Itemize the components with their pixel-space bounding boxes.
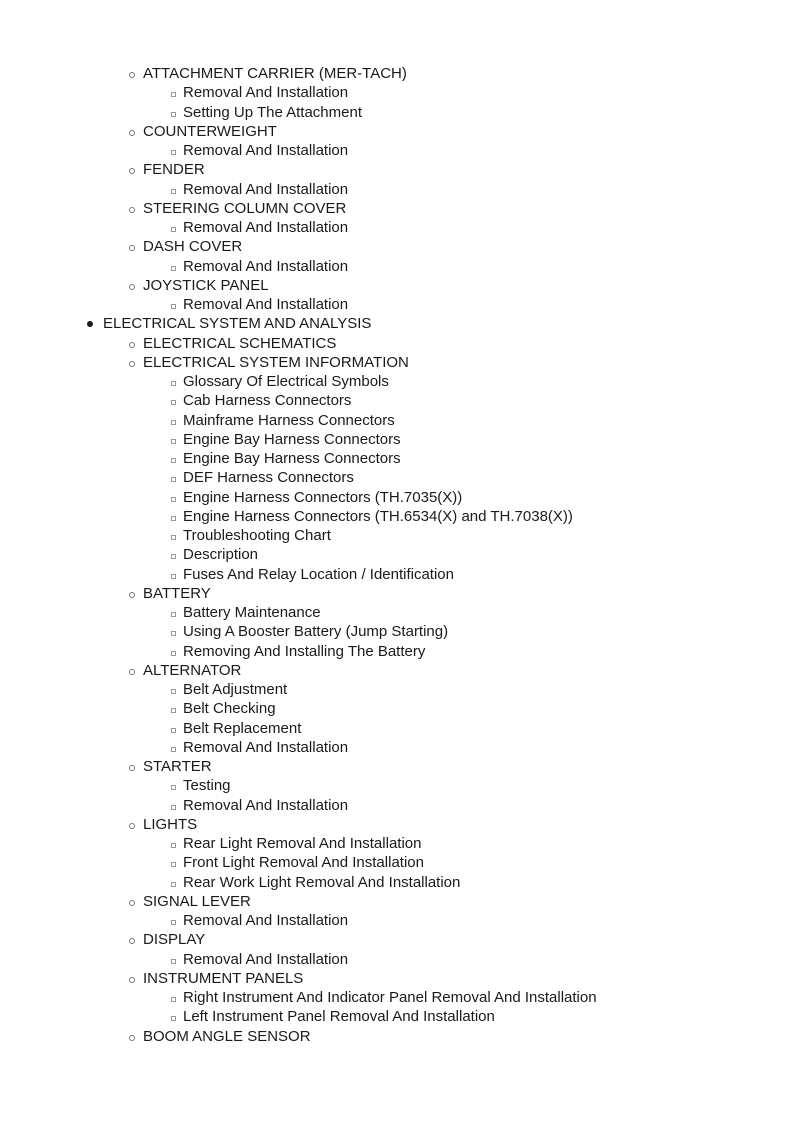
toc-entry xyxy=(0,449,794,468)
toc-label: Removal And Installation xyxy=(183,180,349,198)
toc-entry xyxy=(0,622,794,641)
toc-label: ELECTRICAL SYSTEM INFORMATION xyxy=(143,353,409,371)
circle-bullet-icon xyxy=(129,592,135,598)
toc-entry xyxy=(0,950,794,969)
toc-entry xyxy=(0,719,794,738)
toc-label: ATTACHMENT CARRIER (MER-TACH) xyxy=(143,65,407,82)
toc-chapter xyxy=(0,237,794,256)
circle-bullet-icon xyxy=(129,765,135,771)
toc-chapter xyxy=(0,969,794,988)
toc-label: Glossary Of Electrical Symbols xyxy=(183,373,389,390)
toc-chapter xyxy=(0,757,794,776)
toc-label: Left Instrument Panel Removal And Installation xyxy=(183,1008,495,1026)
square-bullet-icon xyxy=(171,612,176,617)
square-bullet-icon xyxy=(171,304,176,309)
toc-chapter xyxy=(0,160,794,179)
toc-entry xyxy=(0,853,794,872)
square-bullet-icon xyxy=(171,92,176,97)
square-bullet-icon xyxy=(171,805,176,810)
square-bullet-icon xyxy=(171,631,176,636)
square-bullet-icon xyxy=(171,959,176,964)
toc-entry xyxy=(0,468,794,487)
circle-bullet-icon xyxy=(129,669,135,675)
toc-chapter xyxy=(0,892,794,911)
toc-chapter xyxy=(0,661,794,680)
square-bullet-icon xyxy=(171,458,176,463)
toc-label: DEF Harness Connectors xyxy=(183,469,354,487)
square-bullet-icon xyxy=(171,150,176,155)
toc-entry xyxy=(0,218,794,237)
square-bullet-icon xyxy=(171,708,176,713)
square-bullet-icon xyxy=(171,689,176,694)
toc-entry xyxy=(0,545,794,564)
toc-entry xyxy=(0,430,794,449)
toc-label: Right Instrument And Indicator Panel Removal And Installation xyxy=(183,989,597,1006)
toc-label: BOOM ANGLE SENSOR xyxy=(143,1027,311,1045)
toc-label: Testing xyxy=(183,777,231,795)
toc-label: Rear Work Light Removal And Installation xyxy=(183,873,461,891)
square-bullet-icon xyxy=(171,227,176,232)
square-bullet-icon xyxy=(171,843,176,848)
toc-label: Fuses And Relay Location / Identification xyxy=(183,565,454,583)
disc-bullet-icon xyxy=(87,321,93,327)
toc-entry xyxy=(0,103,794,122)
toc-entry xyxy=(0,834,794,853)
toc-entry xyxy=(0,83,794,102)
toc-label: Belt Replacement xyxy=(183,719,302,737)
square-bullet-icon xyxy=(171,997,176,1002)
square-bullet-icon xyxy=(171,439,176,444)
square-bullet-icon xyxy=(171,266,176,271)
toc-label: Description xyxy=(183,546,259,564)
circle-bullet-icon xyxy=(129,130,135,136)
circle-bullet-icon xyxy=(129,342,135,348)
toc-entry xyxy=(0,565,794,584)
toc-entry xyxy=(0,796,794,815)
square-bullet-icon xyxy=(171,381,176,386)
square-bullet-icon xyxy=(171,728,176,733)
toc-label: Mainframe Harness Connectors xyxy=(183,411,395,429)
toc-label: Engine Bay Harness Connectors xyxy=(183,450,401,467)
toc-label: Battery Maintenance xyxy=(183,604,321,621)
square-bullet-icon xyxy=(171,477,176,482)
toc-label: Engine Harness Connectors (TH.7035(X)) xyxy=(183,488,463,506)
toc-label: Front Light Removal And Installation xyxy=(183,854,424,872)
toc-entry xyxy=(0,1007,794,1026)
square-bullet-icon xyxy=(171,554,176,559)
toc-label: FENDER xyxy=(143,161,205,179)
toc-chapter xyxy=(0,584,794,603)
toc-chapter xyxy=(0,122,794,141)
circle-bullet-icon xyxy=(129,284,135,290)
square-bullet-icon xyxy=(171,651,176,656)
toc-entry xyxy=(0,507,794,526)
toc-label: Cab Harness Connectors xyxy=(183,392,352,410)
square-bullet-icon xyxy=(171,882,176,887)
toc-label: ELECTRICAL SCHEMATICS xyxy=(143,334,337,352)
toc-label: SIGNAL LEVER xyxy=(143,892,251,910)
toc-label: STARTER xyxy=(143,758,212,775)
toc-label: Removal And Installation xyxy=(183,796,349,814)
toc-entry xyxy=(0,391,794,410)
circle-bullet-icon xyxy=(129,823,135,829)
toc-label: BATTERY xyxy=(143,584,211,602)
toc-entry xyxy=(0,411,794,430)
toc-label: Using A Booster Battery (Jump Starting) xyxy=(183,623,449,641)
toc-label: LIGHTS xyxy=(143,815,198,833)
toc-entry xyxy=(0,372,794,391)
toc-label: Removal And Installation xyxy=(183,912,349,929)
toc-label: Removal And Installation xyxy=(183,84,349,102)
square-bullet-icon xyxy=(171,862,176,867)
toc-label: STEERING COLUMN COVER xyxy=(143,199,347,217)
toc-entry xyxy=(0,180,794,199)
circle-bullet-icon xyxy=(129,207,135,213)
toc-label: Belt Checking xyxy=(183,700,276,718)
toc-label: Removal And Installation xyxy=(183,950,349,968)
toc-entry xyxy=(0,738,794,757)
toc-entry xyxy=(0,776,794,795)
square-bullet-icon xyxy=(171,420,176,425)
toc-label: Setting Up The Attachment xyxy=(183,103,362,121)
square-bullet-icon xyxy=(171,920,176,925)
toc-chapter xyxy=(0,64,794,83)
circle-bullet-icon xyxy=(129,1035,135,1041)
circle-bullet-icon xyxy=(129,977,135,983)
toc-label: Removal And Installation xyxy=(183,257,349,275)
circle-bullet-icon xyxy=(129,72,135,78)
toc-label: Removal And Installation xyxy=(183,142,349,159)
circle-bullet-icon xyxy=(129,900,135,906)
toc-label: Rear Light Removal And Installation xyxy=(183,835,422,852)
toc-label: Removal And Installation xyxy=(183,219,349,236)
toc-entry xyxy=(0,642,794,661)
toc-chapter xyxy=(0,334,794,353)
toc-entry xyxy=(0,603,794,622)
circle-bullet-icon xyxy=(129,938,135,944)
square-bullet-icon xyxy=(171,574,176,579)
square-bullet-icon xyxy=(171,497,176,502)
square-bullet-icon xyxy=(171,1016,176,1021)
toc-entry xyxy=(0,526,794,545)
toc-label: Troubleshooting Chart xyxy=(183,527,331,544)
toc-label: Removing And Installing The Battery xyxy=(183,642,426,660)
circle-bullet-icon xyxy=(129,245,135,251)
toc-label: DISPLAY xyxy=(143,931,206,949)
toc-chapter xyxy=(0,1027,794,1046)
toc-entry xyxy=(0,699,794,718)
toc-entry xyxy=(0,911,794,930)
toc-label: DASH COVER xyxy=(143,238,243,256)
toc-label: JOYSTICK PANEL xyxy=(143,276,269,294)
toc-label: ELECTRICAL SYSTEM AND ANALYSIS xyxy=(103,315,372,333)
square-bullet-icon xyxy=(171,400,176,405)
circle-bullet-icon xyxy=(129,361,135,367)
toc-chapter xyxy=(0,930,794,949)
toc-label: INSTRUMENT PANELS xyxy=(143,969,304,987)
toc-entry xyxy=(0,141,794,160)
toc-label: ALTERNATOR xyxy=(143,661,242,679)
square-bullet-icon xyxy=(171,535,176,540)
square-bullet-icon xyxy=(171,516,176,521)
toc-chapter xyxy=(0,199,794,218)
square-bullet-icon xyxy=(171,189,176,194)
toc-section xyxy=(0,314,794,333)
square-bullet-icon xyxy=(171,747,176,752)
toc-label: COUNTERWEIGHT xyxy=(143,122,277,140)
toc-label: Removal And Installation xyxy=(183,738,349,756)
toc-entry xyxy=(0,257,794,276)
table-of-contents xyxy=(0,64,794,1046)
toc-label: Removal And Installation xyxy=(183,296,349,313)
toc-chapter xyxy=(0,276,794,295)
toc-entry xyxy=(0,295,794,314)
toc-entry xyxy=(0,873,794,892)
toc-chapter xyxy=(0,353,794,372)
toc-chapter xyxy=(0,815,794,834)
square-bullet-icon xyxy=(171,785,176,790)
toc-label: Belt Adjustment xyxy=(183,681,288,698)
circle-bullet-icon xyxy=(129,168,135,174)
toc-label: Engine Harness Connectors (TH.6534(X) and TH.7038(X)) xyxy=(183,507,573,525)
toc-entry xyxy=(0,988,794,1007)
toc-entry xyxy=(0,488,794,507)
toc-label: Engine Bay Harness Connectors xyxy=(183,430,401,448)
square-bullet-icon xyxy=(171,112,176,117)
toc-entry xyxy=(0,680,794,699)
